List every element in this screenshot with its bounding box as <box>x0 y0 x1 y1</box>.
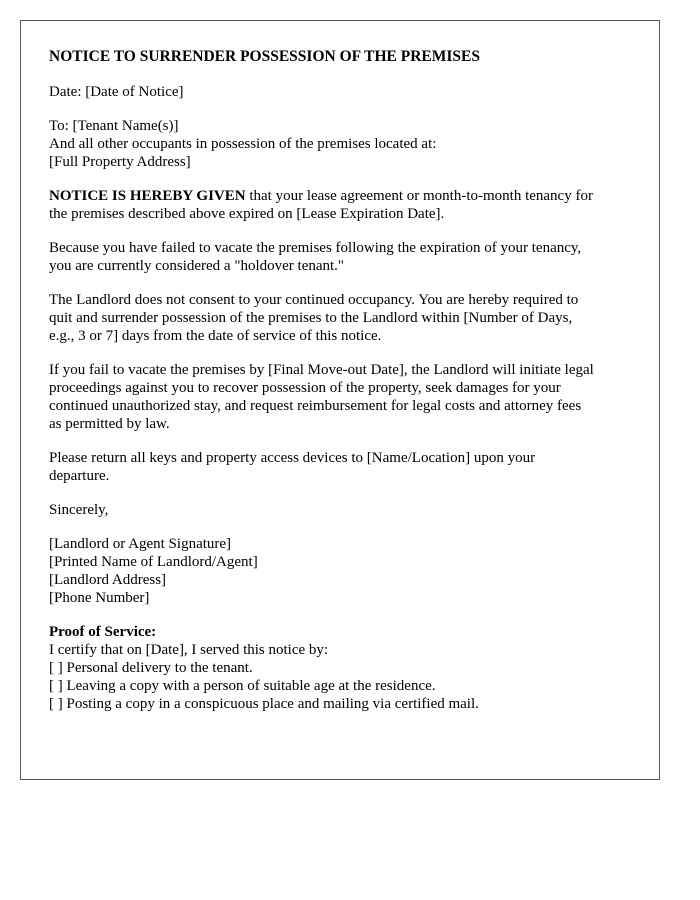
notice-paragraph <box>49 187 637 223</box>
keys-line-1: Please return all keys and property access devices to [Name/Location] upon your <box>49 450 536 466</box>
keys-paragraph <box>49 449 637 485</box>
notice-line-1 <box>49 187 637 205</box>
holdover-paragraph <box>49 239 637 275</box>
consent-line-3: e.g., 3 or 7] days from the date of service of this notice. <box>49 328 382 344</box>
closing: Sincerely, <box>49 502 109 518</box>
notice-bold-lead: NOTICE IS HEREBY GIVEN <box>49 188 246 204</box>
legal-line-3: continued unauthorized stay, and request reimbursement for legal costs and attorney fees <box>49 398 582 414</box>
service-option: [ ] Posting a copy in a conspicuous place and mailing via certified mail. <box>49 696 479 712</box>
document-body <box>49 47 637 729</box>
proof-heading-text: Proof of Service: <box>49 624 157 640</box>
service-option: [ ] Personal delivery to the tenant. <box>49 660 253 676</box>
proof-of-service <box>49 623 637 713</box>
phone-line: [Phone Number] <box>49 590 150 606</box>
consent-line-2: quit and surrender possession of the premises to the Landlord within [Number of Days, <box>49 310 573 326</box>
notice-text-1: that your lease agreement or month-to-month tenancy for <box>245 188 593 204</box>
signature-block <box>49 535 637 607</box>
printed-name-line: [Printed Name of Landlord/Agent] <box>49 554 258 570</box>
keys-line-2: departure. <box>49 468 110 484</box>
legal-paragraph <box>49 361 637 433</box>
notice-line-2: the premises described above expired on [Lease Expiration Date]. <box>49 206 445 222</box>
recipient-block <box>49 117 637 171</box>
to-line: To: [Tenant Name(s)] <box>49 118 179 134</box>
occupants-line: And all other occupants in possession of the premises located at: <box>49 136 437 152</box>
document-page <box>20 20 660 780</box>
legal-line-1: If you fail to vacate the premises by [Final Move-out Date], the Landlord will initiate legal <box>49 362 594 378</box>
certify-line: I certify that on [Date], I served this notice by: <box>49 642 329 658</box>
service-option: [ ] Leaving a copy with a person of suitable age at the residence. <box>49 678 436 694</box>
holdover-line-2: you are currently considered a "holdover tenant." <box>49 258 345 274</box>
legal-line-2: proceedings against you to recover possession of the property, seek damages for your <box>49 380 561 396</box>
consent-paragraph <box>49 291 637 345</box>
holdover-line-1: Because you have failed to vacate the premises following the expiration of your tenancy, <box>49 240 582 256</box>
date-line: Date: [Date of Notice] <box>49 84 184 100</box>
legal-line-4: as permitted by law. <box>49 416 170 432</box>
document-title: NOTICE TO SURRENDER POSSESSION OF THE PREMISES <box>49 48 480 65</box>
proof-heading <box>49 623 637 641</box>
address-line: [Full Property Address] <box>49 154 191 170</box>
landlord-address-line: [Landlord Address] <box>49 572 167 588</box>
signature-line: [Landlord or Agent Signature] <box>49 536 232 552</box>
consent-line-1: The Landlord does not consent to your continued occupancy. You are hereby required to <box>49 292 579 308</box>
